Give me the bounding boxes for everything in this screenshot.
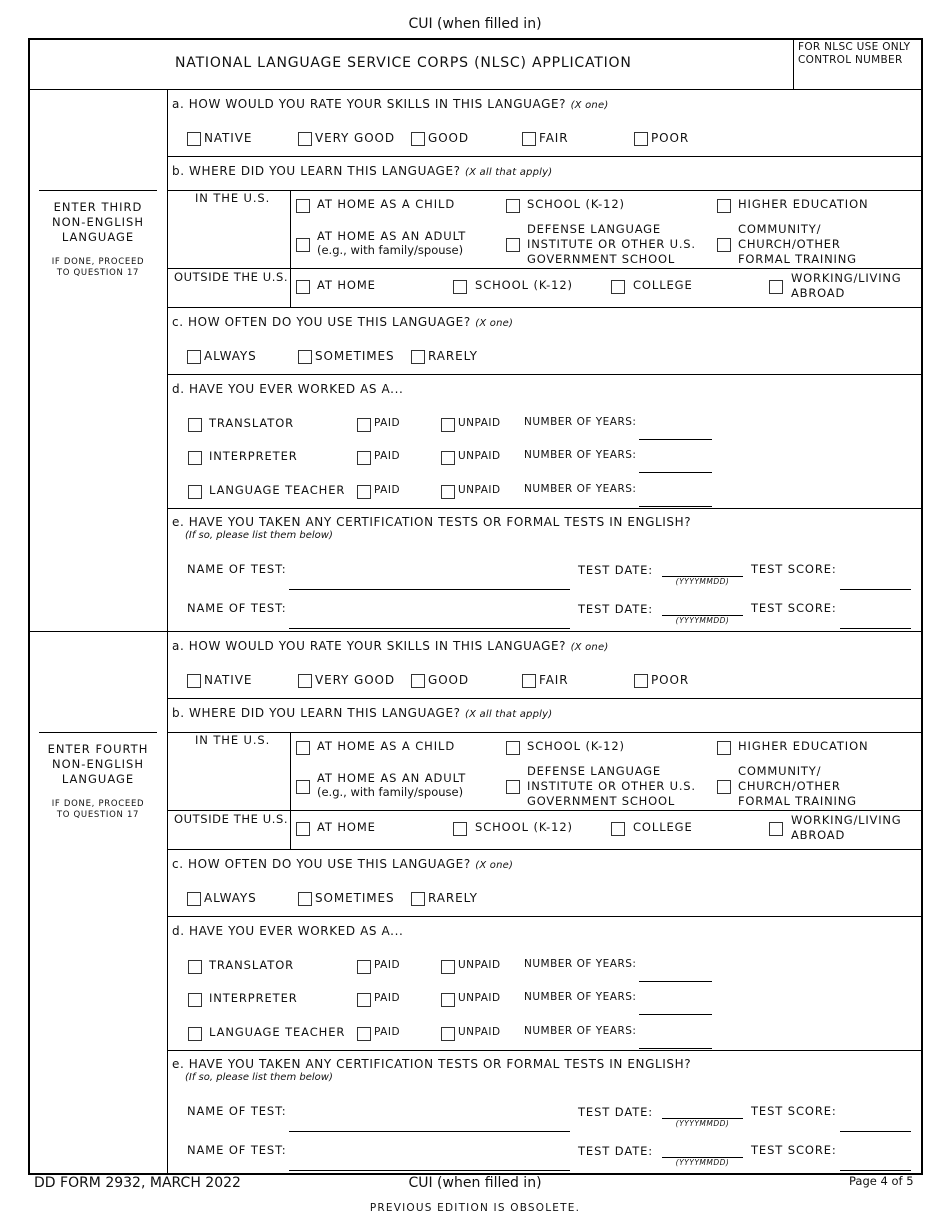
section-2-us-home-adult-label: AT HOME AS AN ADULT: [317, 771, 467, 785]
section-2-side-label: [29, 742, 167, 821]
section-1-role-2-checkbox[interactable]: [188, 485, 202, 499]
section-2-role-0-years-field[interactable]: [639, 981, 712, 982]
section-2-role-0-label: TRANSLATOR: [209, 958, 295, 972]
section-2-outside-school-checkbox[interactable]: [453, 822, 467, 836]
section-2-side-title-2: NON-ENGLISH: [52, 757, 144, 771]
section-2-us-defense-line-3: GOVERNMENT SCHOOL: [527, 794, 676, 808]
section-2-us-defense-checkbox[interactable]: [506, 780, 520, 794]
section-2-role-2-years-label: NUMBER OF YEARS:: [524, 1025, 637, 1037]
section-2-role-1-unpaid-checkbox[interactable]: [441, 993, 455, 1007]
section-2-us-home-adult-note: (e.g., with family/spouse): [317, 785, 464, 799]
section-1-outside-college-label: COLLEGE: [633, 278, 693, 292]
section-2-question-c-text: c. HOW OFTEN DO YOU USE THIS LANGUAGE?: [172, 857, 471, 871]
form-id: DD FORM 2932, MARCH 2022: [34, 1175, 241, 1191]
section-1-us-community-label: [738, 222, 857, 267]
section-1-side-rule: [39, 190, 157, 191]
section-1-outside-college-checkbox[interactable]: [611, 280, 625, 294]
section-1-role-1-checkbox[interactable]: [188, 451, 202, 465]
section-1-frequency-2-checkbox[interactable]: [411, 350, 425, 364]
section-2-rating-3-checkbox[interactable]: [522, 674, 536, 688]
control-number-label: CONTROL NUMBER: [798, 54, 903, 66]
section-2-role-1-unpaid-label: UNPAID: [458, 992, 501, 1004]
section-2-frequency-2-checkbox[interactable]: [411, 892, 425, 906]
section-1-rule-outside: [168, 307, 921, 308]
section-1-role-2-years-label: NUMBER OF YEARS:: [524, 483, 637, 495]
section-2-test-1-score-field[interactable]: [840, 1170, 911, 1171]
section-2-us-defense-line-1: DEFENSE LANGUAGE: [527, 764, 661, 778]
section-1-role-2-years-field[interactable]: [639, 506, 712, 507]
section-2-role-1-paid-checkbox[interactable]: [357, 993, 371, 1007]
section-2-role-1-years-field[interactable]: [639, 1014, 712, 1015]
section-2-role-0-years-label: NUMBER OF YEARS:: [524, 958, 637, 970]
section-2-test-0-date-label: TEST DATE:: [578, 1105, 654, 1119]
section-2-outside-college-checkbox[interactable]: [611, 822, 625, 836]
section-2-frequency-1-label: SOMETIMES: [315, 891, 395, 905]
section-2-question-c-note: (X one): [475, 860, 514, 871]
section-2-outside-home-checkbox[interactable]: [296, 822, 310, 836]
section-2-role-0-unpaid-label: UNPAID: [458, 959, 501, 971]
section-2-test-1-date-label: TEST DATE:: [578, 1144, 654, 1158]
section-2-rating-3-label: FAIR: [539, 673, 569, 687]
section-2-role-2-unpaid-checkbox[interactable]: [441, 1027, 455, 1041]
section-2-role-1-paid-label: PAID: [374, 992, 401, 1004]
section-1-rating-1-label: VERY GOOD: [315, 131, 396, 145]
section-1-question-e-note: (If so, please list them below): [185, 530, 333, 541]
section-2-test-0-score-field[interactable]: [840, 1131, 911, 1132]
section-1-outside-school-label: SCHOOL (K-12): [475, 278, 573, 292]
section-1-test-1-name-field[interactable]: [289, 628, 570, 629]
section-2-role-1-label: INTERPRETER: [209, 991, 298, 1005]
section-1-role-0-paid-checkbox[interactable]: [357, 418, 371, 432]
section-1-test-0-name-label: NAME OF TEST:: [187, 562, 287, 576]
section-2-outside-abroad-line-2: ABROAD: [791, 828, 846, 842]
section-2-test-0-name-field[interactable]: [289, 1131, 570, 1132]
section-2-us-community-line-1: COMMUNITY/: [738, 764, 822, 778]
section-1-us-defense-line-2: INSTITUTE OR OTHER U.S.: [527, 237, 696, 251]
section-2-rating-0-label: NATIVE: [204, 673, 253, 687]
section-2-side-rule: [39, 732, 157, 733]
section-1-question-b-note: (X all that apply): [465, 167, 553, 178]
section-1-rating-0-label: NATIVE: [204, 131, 253, 145]
section-2-rule-b: [168, 732, 921, 733]
section-2-frequency-0-label: ALWAYS: [204, 891, 257, 905]
section-2-role-2-unpaid-label: UNPAID: [458, 1026, 501, 1038]
section-2-test-1-name-label: NAME OF TEST:: [187, 1143, 287, 1157]
section-2-role-2-label: LANGUAGE TEACHER: [209, 1025, 346, 1039]
section-1-us-higher-ed-label: HIGHER EDUCATION: [738, 197, 869, 211]
section-1-rule-c: [168, 374, 921, 375]
section-1-us-community-line-1: COMMUNITY/: [738, 222, 822, 236]
section-2-outside-home-label: AT HOME: [317, 820, 376, 834]
section-2-role-2-checkbox[interactable]: [188, 1027, 202, 1041]
section-2-role-2-paid-checkbox[interactable]: [357, 1027, 371, 1041]
section-2-us-school-checkbox[interactable]: [506, 741, 520, 755]
section-2-rating-1-checkbox[interactable]: [298, 674, 312, 688]
section-2-rating-4-label: POOR: [651, 673, 690, 687]
section-1-role-0-unpaid-label: UNPAID: [458, 417, 501, 429]
section-1-test-0-score-label: TEST SCORE:: [751, 562, 837, 576]
section-2-us-defense-line-2: INSTITUTE OR OTHER U.S.: [527, 779, 696, 793]
section-1-frequency-1-checkbox[interactable]: [298, 350, 312, 364]
section-1-test-0-date-format: (YYYYMMDD): [675, 577, 730, 586]
section-1-role-0-unpaid-checkbox[interactable]: [441, 418, 455, 432]
section-1-rule-b: [168, 190, 921, 191]
section-2-us-community-checkbox[interactable]: [717, 780, 731, 794]
section-1-us-defense-line-3: GOVERNMENT SCHOOL: [527, 252, 676, 266]
section-1-test-1-score-field[interactable]: [840, 628, 911, 629]
section-1-outside-school-checkbox[interactable]: [453, 280, 467, 294]
section-2-us-home-adult-checkbox[interactable]: [296, 780, 310, 794]
section-2-question-b-text: b. WHERE DID YOU LEARN THIS LANGUAGE?: [172, 706, 461, 720]
section-1-question-e: e. HAVE YOU TAKEN ANY CERTIFICATION TESTS OR FORMAL TESTS IN ENGLISH?: [172, 515, 692, 529]
section-2-us-defense-label: [527, 764, 696, 809]
section-2-outside-us-label: OUTSIDE THE U.S.: [174, 812, 289, 826]
section-1-role-2-label: LANGUAGE TEACHER: [209, 483, 346, 497]
section-2-us-higher-ed-checkbox[interactable]: [717, 741, 731, 755]
section-1-us-higher-ed-checkbox[interactable]: [717, 199, 731, 213]
section-2-rule-outside: [168, 849, 921, 850]
section-2-side-note-1: IF DONE, PROCEED: [51, 799, 145, 809]
section-2-outside-abroad-line-1: WORKING/LIVING: [791, 813, 902, 827]
section-1-rating-2-checkbox[interactable]: [411, 132, 425, 146]
section-2-role-0-checkbox[interactable]: [188, 960, 202, 974]
header-vertical: [793, 39, 794, 89]
header-divider: [29, 89, 921, 90]
section-2-role-1-years-label: NUMBER OF YEARS:: [524, 991, 637, 1003]
section-1-role-0-paid-label: PAID: [374, 417, 401, 429]
section-1-role-0-years-field[interactable]: [639, 439, 712, 440]
section-2-role-2-paid-label: PAID: [374, 1026, 401, 1038]
section-2-us-community-line-3: FORMAL TRAINING: [738, 794, 857, 808]
section-2-question-c: [172, 858, 513, 871]
section-2-test-0-score-label: TEST SCORE:: [751, 1104, 837, 1118]
section-1-us-defense-line-1: DEFENSE LANGUAGE: [527, 222, 661, 236]
section-2-us-community-line-2: CHURCH/OTHER: [738, 779, 841, 793]
cui-top-marking: CUI (when filled in): [408, 16, 542, 32]
section-2-outside-college-label: COLLEGE: [633, 820, 693, 834]
section-1-rating-3-label: FAIR: [539, 131, 569, 145]
section-1-question-c: [172, 316, 513, 329]
section-1-us-home-child-checkbox[interactable]: [296, 199, 310, 213]
section-2-role-1-checkbox[interactable]: [188, 993, 202, 1007]
section-2-question-a-text: a. HOW WOULD YOU RATE YOUR SKILLS IN THIS LANGUAGE?: [172, 639, 567, 653]
section-2-question-e-note: (If so, please list them below): [185, 1072, 333, 1083]
section-2-rating-0-checkbox[interactable]: [187, 674, 201, 688]
section-1-us-school-checkbox[interactable]: [506, 199, 520, 213]
section-1-us-home-adult-note: (e.g., with family/spouse): [317, 243, 464, 257]
section-1-outside-abroad-label: [791, 271, 902, 301]
section-1-role-2-paid-label: PAID: [374, 484, 401, 496]
section-1-role-1-years-field[interactable]: [639, 472, 712, 473]
section-1-role-1-unpaid-checkbox[interactable]: [441, 451, 455, 465]
section-2-left-column-divider: [167, 632, 168, 1173]
section-1-outside-abroad-checkbox[interactable]: [769, 280, 783, 294]
section-1-role-1-label: INTERPRETER: [209, 449, 298, 463]
section-1-role-2-paid-checkbox[interactable]: [357, 485, 371, 499]
section-1-question-b-text: b. WHERE DID YOU LEARN THIS LANGUAGE?: [172, 164, 461, 178]
section-1-role-0-label: TRANSLATOR: [209, 416, 295, 430]
section-1-frequency-0-label: ALWAYS: [204, 349, 257, 363]
section-1-side-title-2: NON-ENGLISH: [52, 215, 144, 229]
section-2-us-home-child-checkbox[interactable]: [296, 741, 310, 755]
section-2-us-community-label: [738, 764, 857, 809]
section-1-role-0-years-label: NUMBER OF YEARS:: [524, 416, 637, 428]
section-1-us-home-adult-checkbox[interactable]: [296, 238, 310, 252]
section-1-us-defense-checkbox[interactable]: [506, 238, 520, 252]
section-1-rating-1-checkbox[interactable]: [298, 132, 312, 146]
section-2-outside-abroad-checkbox[interactable]: [769, 822, 783, 836]
section-2-test-1-score-label: TEST SCORE:: [751, 1143, 837, 1157]
section-1-rating-2-label: GOOD: [428, 131, 470, 145]
section-2-outside-school-label: SCHOOL (K-12): [475, 820, 573, 834]
section-1-role-2-unpaid-label: UNPAID: [458, 484, 501, 496]
section-1-us-home-child-label: AT HOME AS A CHILD: [317, 197, 456, 211]
section-2-frequency-2-label: RARELY: [428, 891, 478, 905]
section-2-question-e: e. HAVE YOU TAKEN ANY CERTIFICATION TESTS OR FORMAL TESTS IN ENGLISH?: [172, 1057, 692, 1071]
section-2-test-0-date-format: (YYYYMMDD): [675, 1119, 730, 1128]
section-2-rule-d: [168, 1050, 921, 1051]
section-1-in-us-label: IN THE U.S.: [195, 191, 271, 205]
section-2-rule-us: [168, 810, 921, 811]
section-2-question-b-note: (X all that apply): [465, 709, 553, 720]
section-1-question-a-note: (X one): [570, 100, 609, 111]
section-2-outside-abroad-label: [791, 813, 902, 843]
section-1-frequency-0-checkbox[interactable]: [187, 350, 201, 364]
section-2-frequency-1-checkbox[interactable]: [298, 892, 312, 906]
section-2-side-title-3: LANGUAGE: [61, 772, 135, 786]
section-1-b-subdivider: [290, 191, 291, 307]
section-2-rating-2-label: GOOD: [428, 673, 470, 687]
section-1-us-community-line-2: CHURCH/OTHER: [738, 237, 841, 251]
section-1-us-community-line-3: FORMAL TRAINING: [738, 252, 857, 266]
section-1-us-community-checkbox[interactable]: [717, 238, 731, 252]
section-2-b-subdivider: [290, 733, 291, 849]
section-2-us-home-child-label: AT HOME AS A CHILD: [317, 739, 456, 753]
section-2-in-us-label: IN THE U.S.: [195, 733, 271, 747]
section-1-role-1-paid-checkbox[interactable]: [357, 451, 371, 465]
section-1-role-1-unpaid-label: UNPAID: [458, 450, 501, 462]
section-2-test-1-date-format: (YYYYMMDD): [675, 1158, 730, 1167]
section-1-side-note-2: TO QUESTION 17: [56, 268, 140, 278]
section-1-rating-0-checkbox[interactable]: [187, 132, 201, 146]
section-1-test-0-date-label: TEST DATE:: [578, 563, 654, 577]
section-2-test-0-name-label: NAME OF TEST:: [187, 1104, 287, 1118]
section-1-outside-us-label: OUTSIDE THE U.S.: [174, 270, 289, 284]
section-1-question-a: [172, 98, 608, 111]
section-1-question-a-text: a. HOW WOULD YOU RATE YOUR SKILLS IN THIS LANGUAGE?: [172, 97, 567, 111]
section-1-us-school-label: SCHOOL (K-12): [527, 197, 625, 211]
section-2-role-0-paid-label: PAID: [374, 959, 401, 971]
section-2-rule-c: [168, 916, 921, 917]
section-1-test-1-date-label: TEST DATE:: [578, 602, 654, 616]
section-1-test-0-score-field[interactable]: [840, 589, 911, 590]
section-1-test-1-name-label: NAME OF TEST:: [187, 601, 287, 615]
section-1-frequency-2-label: RARELY: [428, 349, 478, 363]
section-1-role-2-unpaid-checkbox[interactable]: [441, 485, 455, 499]
section-1-outside-home-label: AT HOME: [317, 278, 376, 292]
section-1-test-1-date-format: (YYYYMMDD): [675, 616, 730, 625]
section-2-question-a-note: (X one): [570, 642, 609, 653]
section-1-rule-d: [168, 508, 921, 509]
section-2-us-higher-ed-label: HIGHER EDUCATION: [738, 739, 869, 753]
section-1-outside-home-checkbox[interactable]: [296, 280, 310, 294]
section-2-rating-2-checkbox[interactable]: [411, 674, 425, 688]
section-1-test-1-score-label: TEST SCORE:: [751, 601, 837, 615]
section-1-rating-4-checkbox[interactable]: [634, 132, 648, 146]
page-number: Page 4 of 5: [849, 1174, 914, 1188]
section-2-test-1-name-field[interactable]: [289, 1170, 570, 1171]
section-2-us-school-label: SCHOOL (K-12): [527, 739, 625, 753]
section-1-role-1-paid-label: PAID: [374, 450, 401, 462]
section-1-us-home-adult-label: AT HOME AS AN ADULT: [317, 229, 467, 243]
section-1-role-0-checkbox[interactable]: [188, 418, 202, 432]
section-1-side-title-3: LANGUAGE: [61, 230, 135, 244]
section-1-rating-4-label: POOR: [651, 131, 690, 145]
section-1-question-c-text: c. HOW OFTEN DO YOU USE THIS LANGUAGE?: [172, 315, 471, 329]
section-2-rule-a: [168, 698, 921, 699]
section-1-side-label: [29, 200, 167, 279]
section-1-frequency-1-label: SOMETIMES: [315, 349, 395, 363]
cui-bottom-marking: CUI (when filled in): [408, 1175, 542, 1191]
section-1-us-defense-label: [527, 222, 696, 267]
section-2-side-title-1: ENTER FOURTH: [47, 742, 149, 756]
section-1-question-d: d. HAVE YOU EVER WORKED AS A...: [172, 382, 404, 396]
section-1-rule-us: [168, 268, 921, 269]
section-2-rating-1-label: VERY GOOD: [315, 673, 396, 687]
section-1-left-column-divider: [167, 90, 168, 631]
section-2-role-0-unpaid-checkbox[interactable]: [441, 960, 455, 974]
section-1-role-1-years-label: NUMBER OF YEARS:: [524, 449, 637, 461]
section-1-outside-abroad-line-2: ABROAD: [791, 286, 846, 300]
section-2-side-note-2: TO QUESTION 17: [56, 810, 140, 820]
section-1-side-title-1: ENTER THIRD: [53, 200, 143, 214]
section-2-question-b: [172, 707, 552, 720]
section-1-question-b: [172, 165, 552, 178]
section-1-test-0-name-field[interactable]: [289, 589, 570, 590]
section-1-rule-a: [168, 156, 921, 157]
section-2-role-2-years-field[interactable]: [639, 1048, 712, 1049]
section-1-rating-3-checkbox[interactable]: [522, 132, 536, 146]
section-1-outside-abroad-line-1: WORKING/LIVING: [791, 271, 902, 285]
section-2-question-a: [172, 640, 608, 653]
section-2-frequency-0-checkbox[interactable]: [187, 892, 201, 906]
obsolete-notice: PREVIOUS EDITION IS OBSOLETE.: [369, 1202, 581, 1214]
nlsc-use-label: FOR NLSC USE ONLY: [798, 41, 911, 53]
section-2-role-0-paid-checkbox[interactable]: [357, 960, 371, 974]
section-2-top-divider: [29, 631, 921, 632]
section-2-question-d: d. HAVE YOU EVER WORKED AS A...: [172, 924, 404, 938]
form-title: NATIONAL LANGUAGE SERVICE CORPS (NLSC) APPLICATION: [175, 55, 632, 71]
section-1-question-c-note: (X one): [475, 318, 514, 329]
section-1-side-note-1: IF DONE, PROCEED: [51, 257, 145, 267]
section-2-rating-4-checkbox[interactable]: [634, 674, 648, 688]
